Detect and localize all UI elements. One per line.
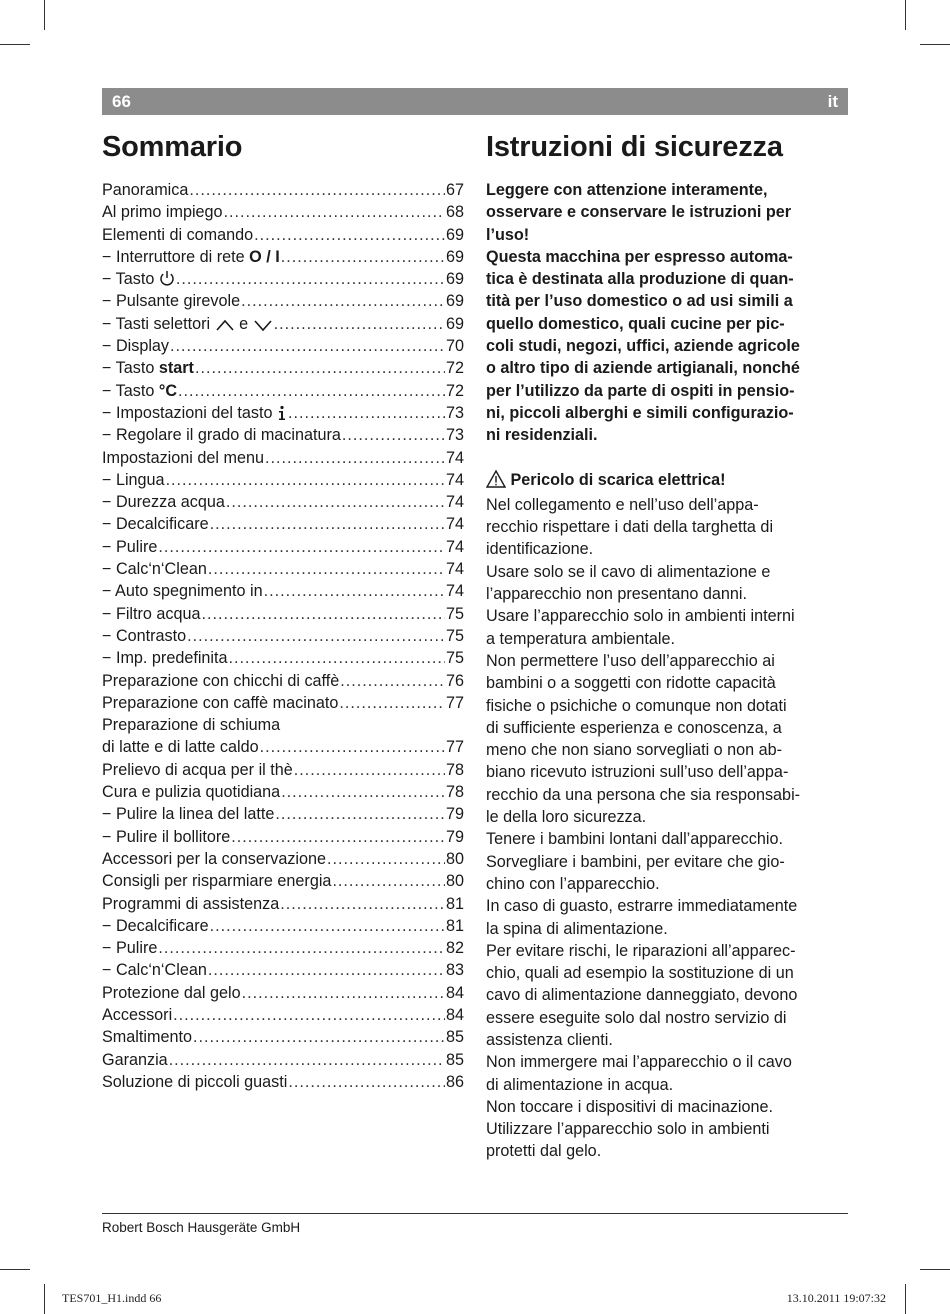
safety-intro — [486, 179, 850, 447]
toc-entry — [102, 915, 464, 937]
toc-entry-title: − Impostazioni del tasto — [102, 402, 287, 427]
toc-entry-page: 74 — [445, 448, 464, 467]
text-line: l’apparecchio non presentano danni. — [486, 585, 747, 604]
toc-entry-page: 75 — [445, 604, 464, 623]
toc-entry — [102, 670, 464, 692]
toc-entry — [102, 803, 464, 825]
text-line: l’uso! — [486, 225, 530, 244]
text-line: osservare e conservare le istruzioni per — [486, 203, 792, 222]
toc-leader-dots — [288, 1071, 445, 1093]
toc-entry-title: − Filtro acqua — [102, 604, 201, 623]
toc-entry-page: 69 — [445, 270, 464, 289]
text-line: le della loro sicurezza. — [486, 808, 647, 827]
toc-entry-page: 73 — [445, 426, 464, 445]
toc-entry-page: 69 — [445, 247, 464, 266]
text-line: di alimentazione in acqua. — [486, 1075, 674, 1094]
toc-entry-title: Impostazioni del menu — [102, 448, 264, 467]
toc-entry-title: − Decalcificare — [102, 916, 209, 935]
toc-entry-title: − Pulsante girevole — [102, 292, 241, 311]
text-line: Non immergere mai l’apparecchio o il cavo — [486, 1053, 792, 1072]
toc-leader-dots — [195, 357, 445, 379]
toc-leader-dots — [210, 915, 445, 937]
toc-entry — [102, 357, 464, 379]
crop-mark — [905, 1284, 906, 1314]
toc-entry-title: Preparazione con chicchi di caffè — [102, 671, 340, 690]
text-line: Usare solo se il cavo di alimentazione e — [486, 562, 771, 581]
toc-entry-title: − Lingua — [102, 470, 165, 489]
toc-entry-page: 79 — [445, 827, 464, 846]
toc-entry — [102, 335, 464, 357]
text-line: chino con l’apparecchio. — [486, 874, 660, 893]
toc-entry-page: 69 — [445, 314, 464, 333]
safety-body — [486, 494, 850, 1163]
text-line: fisiche o psichiche o comunque non dotati — [486, 696, 787, 715]
warning-triangle-icon — [486, 470, 506, 494]
toc-entry-title: − Tasti selettori e — [102, 313, 273, 338]
toc-entry-page: 69 — [445, 292, 464, 311]
toc-leader-dots — [208, 558, 445, 580]
toc-entry — [102, 1071, 464, 1093]
toc-entry-title: Soluzione di piccoli guasti — [102, 1072, 288, 1091]
toc-entry-title: Accessori per la conservazione — [102, 849, 327, 868]
toc-entry-title: − Tasto °C — [102, 381, 178, 400]
toc-entry — [102, 781, 464, 803]
toc-entry-title: Elementi di comando — [102, 225, 254, 244]
toc-entry-title: − Tasto start — [102, 359, 194, 378]
toc-leader-dots — [339, 692, 445, 714]
toc-entry-title: Accessori — [102, 1005, 173, 1024]
toc-entry-page: 74 — [445, 537, 464, 556]
toc-entry-page: 78 — [445, 760, 464, 779]
toc-leader-dots — [158, 536, 445, 558]
toc-entry — [102, 826, 464, 848]
toc-entry-title: − Pulire — [102, 537, 158, 556]
toc-entry — [102, 558, 464, 580]
toc-entry-title: Preparazione con caffè macinato — [102, 693, 339, 712]
toc-leader-dots — [327, 848, 445, 870]
toc-entry-page: 85 — [445, 1028, 464, 1047]
toc-entry-page: 67 — [445, 181, 464, 199]
text-line: bambini o a soggetti con ridotte capacità — [486, 674, 776, 693]
toc-leader-dots — [275, 803, 445, 825]
text-line: In caso di guasto, estrarre immediatamente — [486, 897, 798, 916]
crop-mark — [0, 44, 30, 45]
print-slug-file: TES701_H1.indd 66 — [62, 1291, 162, 1305]
toc-entry — [102, 580, 464, 602]
toc-entry-title: − Display — [102, 337, 170, 356]
toc-entry-page: 74 — [445, 582, 464, 601]
crop-mark — [44, 0, 45, 30]
toc-entry — [102, 1049, 464, 1071]
text-line: di sufficiente esperienza e conoscenza, a — [486, 718, 782, 737]
toc-leader-dots — [210, 513, 445, 535]
toc-entry-page: 77 — [445, 693, 464, 712]
toc-entry — [102, 714, 464, 736]
text-line: recchio da una persona che sia responsabi- — [486, 785, 801, 804]
toc-entry-page: 79 — [445, 805, 464, 824]
toc-entry — [102, 268, 464, 290]
text-line: Leggere con attenzione interamente, — [486, 181, 768, 199]
toc-entry-title: − Pulire la linea del latte — [102, 805, 275, 824]
toc-entry — [102, 1026, 464, 1048]
toc-entry-page: 83 — [445, 961, 464, 980]
toc-entry — [102, 536, 464, 558]
toc-entry-title: Prelievo di acqua per il thè — [102, 760, 293, 779]
warning-title: Pericolo di scarica elettrica! — [510, 470, 726, 489]
text-line: identificazione. — [486, 540, 594, 559]
toc-entry — [102, 513, 464, 535]
crop-mark — [44, 1284, 45, 1314]
toc-entry-title: Preparazione di schiuma — [102, 716, 281, 735]
toc-entry — [102, 692, 464, 714]
toc-entry-page: 80 — [445, 849, 464, 868]
toc-entry-page: 74 — [445, 515, 464, 534]
toc-entry — [102, 469, 464, 491]
text-line: ni, piccoli alberghi e simili configurazio- — [486, 403, 794, 422]
toc-entry-title: − Durezza acqua — [102, 493, 225, 512]
text-line: la spina di alimentazione. — [486, 919, 668, 938]
toc-entry-page: 70 — [445, 337, 464, 356]
toc-leader-dots — [189, 179, 445, 201]
toc-entry-title: − Pulire — [102, 939, 158, 958]
toc-entry-title: − Interruttore di rete O / I — [102, 247, 280, 266]
language-code: it — [827, 92, 838, 111]
toc-entry — [102, 224, 464, 246]
toc-entry-page: 84 — [445, 983, 464, 1002]
text-line: recchio rispettare i dati della targhetta di — [486, 518, 774, 537]
toc-entry-page: 72 — [445, 381, 464, 400]
print-slug-datetime: 13.10.2011 19:07:32 — [786, 1291, 886, 1305]
crop-mark — [905, 0, 906, 30]
toc-entry-title: Smaltimento — [102, 1028, 192, 1047]
toc-entry-page: 78 — [445, 783, 464, 802]
table-of-contents — [102, 179, 464, 1093]
toc-entry-title: − Calc‘n‘Clean — [102, 560, 207, 579]
toc-entry-title: − Tasto — [102, 268, 175, 293]
text-line: Usare l’apparecchio solo in ambienti interni — [486, 607, 795, 626]
text-line: Tenere i bambini lontani dall’apparecchio. — [486, 830, 783, 849]
toc-leader-dots — [241, 290, 445, 312]
toc-leader-dots — [281, 246, 445, 268]
crop-mark — [920, 44, 950, 45]
toc-entry — [102, 402, 464, 424]
toc-entry — [102, 201, 464, 223]
toc-entry-page: 81 — [445, 916, 464, 935]
toc-entry — [102, 179, 464, 201]
text-line: Per evitare rischi, le riparazioni all’apparec- — [486, 941, 796, 960]
text-line: o altro tipo di aziende artigianali, nonché — [486, 359, 800, 378]
toc-leader-dots — [288, 402, 445, 424]
toc-entry — [102, 647, 464, 669]
toc-entry-title: Consigli per risparmiare energia — [102, 872, 332, 891]
toc-leader-dots — [280, 893, 445, 915]
text-line: a temperatura ambientale. — [486, 629, 675, 648]
toc-entry-page: 68 — [445, 203, 464, 222]
toc-entry — [102, 380, 464, 402]
toc-leader-dots — [173, 1004, 445, 1026]
text-line: meno che non siano sorvegliati o non ab- — [486, 741, 783, 760]
toc-leader-dots — [340, 670, 445, 692]
toc-leader-dots — [260, 736, 445, 758]
toc-entry — [102, 848, 464, 870]
toc-leader-dots — [229, 647, 445, 669]
toc-entry — [102, 736, 464, 758]
toc-entry-title: Panoramica — [102, 181, 189, 199]
toc-entry-title: − Decalcificare — [102, 515, 209, 534]
toc-entry-page: 86 — [445, 1072, 464, 1091]
toc-entry-title: − Regolare il grado di macinatura — [102, 426, 341, 445]
toc-entry — [102, 290, 464, 312]
toc-entry-page: 85 — [445, 1050, 464, 1069]
text-line: tità per l’uso domestico o ad usi simili a — [486, 292, 793, 311]
toc-leader-dots — [170, 335, 445, 357]
toc-leader-dots — [294, 759, 445, 781]
toc-entry-title: Al primo impiego — [102, 203, 223, 222]
toc-leader-dots — [231, 826, 445, 848]
toc-leader-dots — [178, 380, 445, 402]
text-line: Questa macchina per espresso automa- — [486, 247, 793, 266]
text-line: cavo di alimentazione danneggiato, devono — [486, 986, 798, 1005]
toc-leader-dots — [274, 313, 445, 335]
toc-entry-title: − Pulire il bollitore — [102, 827, 231, 846]
toc-entry — [102, 870, 464, 892]
toc-entry — [102, 447, 464, 469]
toc-entry-page: 74 — [445, 560, 464, 579]
toc-entry-title: di latte e di latte caldo — [102, 738, 259, 757]
safety-title: Istruzioni di sicurezza — [486, 131, 783, 163]
text-line: per l’utilizzo da parte di ospiti in pensio- — [486, 381, 795, 400]
toc-entry — [102, 1004, 464, 1026]
footer-company: Robert Bosch Hausgeräte GmbH — [102, 1220, 301, 1235]
toc-entry-page: 74 — [445, 493, 464, 512]
toc-leader-dots — [265, 447, 445, 469]
toc-entry-title: − Imp. predefinita — [102, 649, 228, 668]
toc-entry-page: 80 — [445, 872, 464, 891]
toc-leader-dots — [332, 870, 445, 892]
toc-leader-dots — [193, 1026, 445, 1048]
toc-leader-dots — [166, 469, 445, 491]
toc-entry — [102, 959, 464, 981]
page-number: 66 — [112, 92, 131, 111]
toc-leader-dots — [342, 424, 445, 446]
toc-entry-title: − Contrasto — [102, 626, 187, 645]
toc-entry-title: Programmi di assistenza — [102, 894, 280, 913]
toc-entry-title: Protezione dal gelo — [102, 983, 241, 1002]
toc-entry-page: 77 — [445, 738, 464, 757]
text-line: coli studi, negozi, uffici, aziende agricole — [486, 337, 800, 356]
toc-entry-page: 81 — [445, 894, 464, 913]
text-line: protetti dal gelo. — [486, 1142, 602, 1161]
toc-entry-page: 75 — [445, 626, 464, 645]
toc-entry-page: 74 — [445, 470, 464, 489]
toc-leader-dots — [226, 491, 445, 513]
toc-entry — [102, 313, 464, 335]
text-line: chio, quali ad esempio la sostituzione di un — [486, 964, 794, 983]
toc-entry-page: 76 — [445, 671, 464, 690]
toc-leader-dots — [242, 982, 445, 1004]
toc-leader-dots — [158, 937, 445, 959]
toc-entry — [102, 937, 464, 959]
text-line: Non toccare i dispositivi di macinazione. — [486, 1097, 774, 1116]
toc-leader-dots — [254, 224, 445, 246]
text-line: Non permettere l’uso dell’apparecchio ai — [486, 651, 775, 670]
toc-entry-page: 72 — [445, 359, 464, 378]
toc-leader-dots — [176, 268, 445, 290]
toc-title: Sommario — [102, 131, 243, 163]
toc-entry — [102, 603, 464, 625]
toc-leader-dots — [224, 201, 445, 223]
text-line: assistenza clienti. — [486, 1030, 613, 1049]
toc-leader-dots — [187, 625, 445, 647]
toc-entry — [102, 625, 464, 647]
footer-rule — [102, 1213, 848, 1214]
toc-leader-dots — [202, 603, 445, 625]
text-line: tica è destinata alla produzione di quan- — [486, 270, 794, 289]
crop-mark — [0, 1269, 30, 1270]
toc-entry-page: 69 — [445, 225, 464, 244]
toc-entry — [102, 893, 464, 915]
toc-entry — [102, 759, 464, 781]
toc-entry — [102, 246, 464, 268]
toc-leader-dots — [264, 580, 445, 602]
text-line: Sorvegliare i bambini, per evitare che gio- — [486, 852, 785, 871]
toc-leader-dots — [281, 781, 445, 803]
toc-entry-title: Garanzia — [102, 1050, 168, 1069]
toc-entry-title: − Calc‘n‘Clean — [102, 961, 207, 980]
toc-entry — [102, 982, 464, 1004]
text-line: ni residenziali. — [486, 426, 598, 445]
page-header-bar — [102, 88, 848, 115]
toc-entry — [102, 424, 464, 446]
toc-leader-dots — [169, 1049, 445, 1071]
toc-entry-page: 82 — [445, 939, 464, 958]
toc-entry-title: − Auto spegnimento in — [102, 582, 263, 601]
toc-leader-dots — [208, 959, 445, 981]
text-line: Nel collegamento e nell’uso dell’appa- — [486, 495, 759, 514]
toc-entry-title: Cura e pulizia quotidiana — [102, 783, 281, 802]
safety-instructions — [486, 179, 850, 1163]
text-line: Utilizzare l’apparecchio solo in ambienti — [486, 1120, 770, 1139]
warning-heading — [486, 469, 850, 494]
text-line: essere eseguite solo dal nostro servizio di — [486, 1008, 787, 1027]
toc-entry-page: 75 — [445, 649, 464, 668]
toc-entry — [102, 491, 464, 513]
crop-mark — [920, 1269, 950, 1270]
text-line: quello domestico, quali cucine per pic- — [486, 314, 785, 333]
toc-entry-page: 73 — [445, 403, 464, 422]
text-line: biano ricevuto istruzioni sull’uso dell’appa- — [486, 763, 789, 782]
toc-entry-page: 84 — [445, 1005, 464, 1024]
